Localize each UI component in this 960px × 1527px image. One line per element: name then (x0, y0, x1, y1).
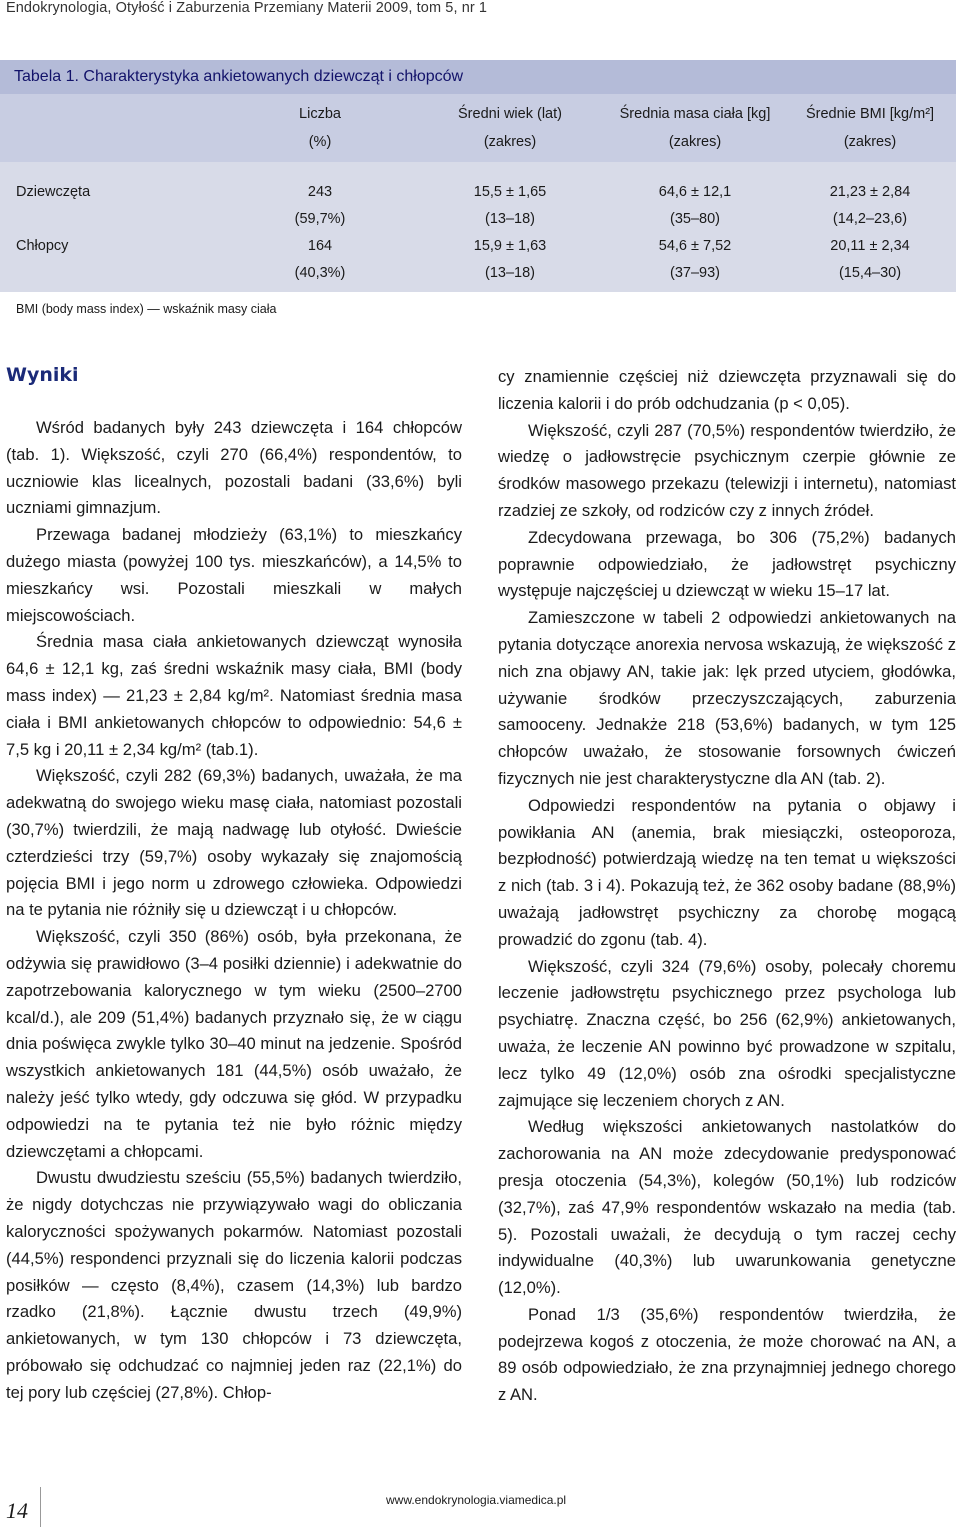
page-url: www.endokrynologia.viamedica.pl (386, 1493, 567, 1507)
row-label-girls: Dziewczęta (16, 184, 91, 200)
header-bmi: Średnie BMI [kg/m²] (805, 106, 935, 122)
girls-count: 243 (307, 184, 333, 200)
header-age-unit: (zakres) (483, 134, 537, 150)
header-count-unit: (%) (308, 134, 332, 150)
header-mass-unit: (zakres) (668, 134, 722, 150)
boys-mass-range: (37–93) (670, 265, 720, 281)
page-number: 14 (6, 1498, 28, 1523)
girls-bmi: 21,23 ± 2,84 (829, 184, 911, 200)
paragraph: Według większości ankietowanych nastolatków do zachorowania na AN może zdecydowanie predysponować presja otoczenia (54,3%), kolegów (50,1%) lub rodziców (32,7%), zaś 47,9% respondentów wskazało na media (tab. 5). Pozostali uważali, że decydują o tym raczej cechy indywidualne (40,3%) lub uwarunkowania genetyczne (12,0%). (498, 1117, 956, 1298)
header-age: Średni wiek (lat) (458, 106, 562, 122)
left-column (6, 415, 462, 1406)
girls-age-range: (13–18) (485, 211, 535, 227)
table-footnote: BMI (body mass index) — wskaźnik masy ciała (16, 302, 277, 316)
paragraph: Wśród badanych były 243 dziewczęta i 164 chłopców (tab. 1). Większość, czyli 270 (66,4%) respondentów, to uczniowie klas licealnych, pozostali badani (33,6%) byli uczniami gimnazjum. (6, 418, 462, 518)
boys-pct: (40,3%) (294, 265, 346, 281)
paragraph: Większość, czyli 287 (70,5%) respondentów twierdziło, że wiedzę o jadłowstręcie psychicznym czerpie głównie ze środków masowego przekazu (telewizji i internetu), natomiast rzadziej ze szkoły, od rodziców czy z innych źródeł. (498, 420, 956, 520)
girls-bmi-range: (14,2–23,6) (832, 211, 908, 227)
table-1 (0, 60, 956, 292)
table-caption: Tabela 1. Charakterystyka ankietowanych dziewcząt i chłopców (0, 60, 956, 94)
paragraph: Dwustu dwudziestu sześciu (55,5%) badanych twierdziło, że nigdy dotychczas nie przywiązywało wagi do obliczania kaloryczności spożywanych pokarmów. Natomiast pozostali (44,5%) respondenci przyznali się do liczenia kalorii podczas posiłków — często (8,4%), czasem (14,3%) lub bardzo rzadko (21,8%). Łącznie dwustu trzech (49,9%) ankietowanych, w tym 130 chłopców i 73 dziewczęta, próbowało się odchudzać co najmniej jeden raz (22,1%) do tej pory lub częściej (27,8%). Chłop- (6, 1168, 462, 1402)
paragraph: Zdecydowana przewaga, bo 306 (75,2%) badanych poprawnie odpowiedziało, że jadłowstręt psychiczny występuje najczęściej u dziewcząt w wieku 15–17 lat. (498, 527, 956, 601)
boys-bmi: 20,11 ± 2,34 (830, 238, 910, 254)
row-label-boys: Chłopcy (16, 238, 69, 254)
paragraph: Większość, czyli 350 (86%) osób, była przekonana, że odżywia się prawidłowo (3–4 posiłki dziennie) i adekwatnie do zapotrzebowania kalorycznego w tym wieku (2500–2700 kcal/d.), ale 209 (51,4%) badanych przyznało się, że w ciągu dnia poświęca zwykle tylko 30–40 minut na jedzenie. Spośród wszystkich ankietowanych 181 (44,5%) osób uważało, że należy jeść tylko wtedy, gdy odczuwa się głód. W przypadku odpowiedzi na te pytania też nie było różnic między dziewczętami a chłopcami. (6, 927, 462, 1161)
paragraph: Zamieszczone w tabeli 2 odpowiedzi ankietowanych na pytania dotyczące anorexia nervosa wskazują, że większość z nich zna objawy AN, takie jak: lęk przed utyciem, głodówka, używanie środków przeczyszczających, zaburzenia samooceny. Jednakże 218 (53,6%) badanych, w tym 125 chłopców uważało, że stosowanie forsownych ćwiczeń fizycznych nie jest charakterystyczne dla AN (tab. 2). (498, 608, 956, 788)
section-title: Wyniki (6, 364, 79, 386)
boys-age-range: (13–18) (485, 265, 535, 281)
paragraph: Większość, czyli 324 (79,6%) osoby, polecały choremu leczenie jadłowstrętu psychicznego przez psychologa lub psychiatrę. Znaczna część, bo 256 (62,9%) ankietowanych, uważa, że leczenie AN powinno być prowadzone w szpitalu, lecz tylko 49 (12,0%) osób zna ośrodki specjalistyczne zajmujące się leczeniem chorych z AN. (498, 956, 956, 1110)
paragraph: cy znamiennie częściej niż dziewczęta przyznawali się do liczenia kalorii i do prób odchudzania (p < 0,05). (498, 367, 956, 413)
footer-divider (40, 1487, 41, 1527)
girls-pct: (59,7%) (294, 211, 346, 227)
girls-mass: 64,6 ± 12,1 (658, 184, 732, 200)
table-header-band (0, 94, 956, 162)
girls-mass-range: (35–80) (670, 211, 720, 227)
paragraph: Średnia masa ciała ankietowanych dziewcząt wynosiła 64,6 ± 12,1 kg, zaś średni wskaźnik masy ciała, BMI (body mass index) — 21,23 ± 2,84 kg/m². Natomiast średnia masa ciała i BMI ankietowanych chłopców to odpowiednio: 54,6 ± 7,5 kg i 20,11 ± 2,34 kg/m² (tab.1). (6, 632, 462, 759)
header-count: Liczba (299, 106, 341, 122)
running-head: Endokrynologia, Otyłość i Zaburzenia Przemiany Materii 2009, tom 5, nr 1 (6, 0, 488, 16)
paragraph: Odpowiedzi respondentów na pytania o objawy i powikłania AN (anemia, brak miesiączki, osteoporoza, bezpłodność) potwierdzają wiedzę na ten temat u większości z nich (tab. 3 i 4). Pokazują też, że 362 osoby badane (88,9%) uważają jadłowstręt psychiczny za chorobę mogącą prowadzić do zgonu (tab. 4). (498, 795, 956, 949)
boys-count: 164 (307, 238, 333, 254)
paragraph: Większość, czyli 282 (69,3%) badanych, uważała, że ma adekwatną do swojego wieku masę ciała, natomiast pozostali (30,7%) twierdzili, że mają nadwagę lub otyłość. Dwieście czterdzieści trzy (59,7%) osoby wykazały się znajomością pojęcia BMI i jego norm u zdrowego człowieka. Odpowiedzi na te pytania nie różniły się u dziewcząt i u chłopców. (6, 766, 462, 920)
boys-mass: 54,6 ± 7,52 (658, 238, 732, 254)
paragraph: Ponad 1/3 (35,6%) respondentów twierdziła, że podejrzewa kogoś z otoczenia, że może chorować na AN, a 89 osób odpowiedziało, że zna przynajmniej jednego chorego z AN. (498, 1304, 956, 1405)
paragraph: Przewaga badanej młodzieży (63,1%) to mieszkańcy dużego miasta (powyżej 100 tys. mieszkańców), a 14,5% to mieszkańcy wsi. Pozostali mieszkali w małych miejscowościach. (6, 525, 462, 625)
girls-age: 15,5 ± 1,65 (473, 184, 547, 200)
header-mass: Średnia masa ciała [kg] (619, 106, 771, 122)
right-column (498, 364, 956, 1409)
header-bmi-unit: (zakres) (843, 134, 897, 150)
boys-bmi-range: (15,4–30) (838, 265, 902, 281)
boys-age: 15,9 ± 1,63 (473, 238, 547, 254)
